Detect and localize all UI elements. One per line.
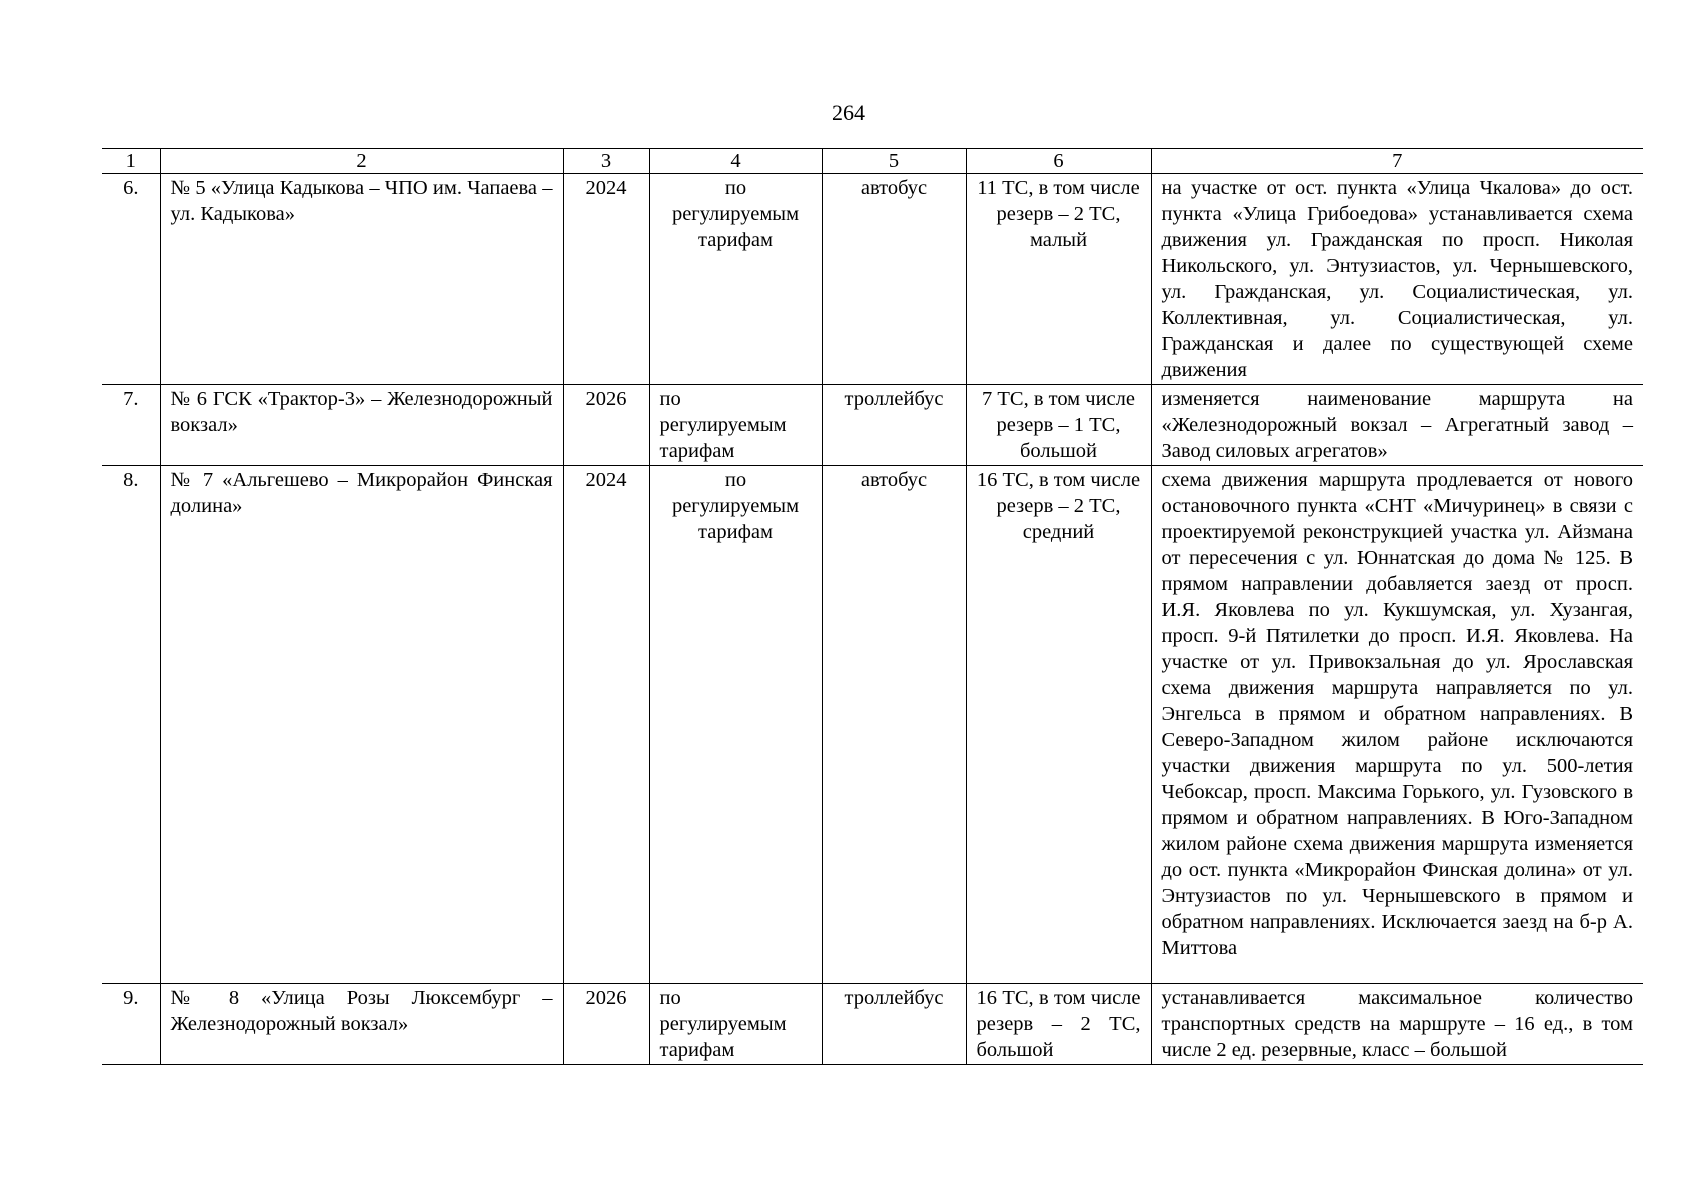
route-year: 2026: [563, 385, 649, 466]
page-number: 264: [832, 100, 865, 125]
route-name: № 6 ГСК «Трактор-3» – Железнодорожный вокзал»: [160, 385, 563, 466]
vehicle-count: 11 ТС, в том числе резерв – 2 ТС, малый: [966, 174, 1151, 385]
column-number-row: [102, 149, 1643, 174]
tariff-type: по регулируемым тарифам: [649, 385, 822, 466]
tariff-type: по регулируемым тарифам: [649, 466, 822, 984]
vehicle-count: 16 ТС, в том числе резерв – 2 ТС, большой: [966, 984, 1151, 1065]
route-year: 2024: [563, 466, 649, 984]
column-number: 7: [1151, 149, 1643, 174]
table-row: [102, 385, 1643, 466]
tariff-type: по регулируемым тарифам: [649, 174, 822, 385]
row-number: 7.: [102, 385, 160, 466]
route-name: № 8 «Улица Розы Люксембург – Железнодорожный вокзал»: [160, 984, 563, 1065]
route-changes: устанавливается максимальное количество транспортных средств на маршруте – 16 ед., в том числе 2 ед. резервные, класс – большой: [1151, 984, 1643, 1065]
transport-type: троллейбус: [822, 385, 966, 466]
column-number: 1: [102, 149, 160, 174]
transport-type: автобус: [822, 466, 966, 984]
table-row: [102, 466, 1643, 984]
row-number: 6.: [102, 174, 160, 385]
vehicle-count: 7 ТС, в том числе резерв – 1 ТС, большой: [966, 385, 1151, 466]
route-name: № 7 «Альгешево – Микрорайон Финская долина»: [160, 466, 563, 984]
route-changes: схема движения маршрута продлевается от нового остановочного пункта «СНТ «Мичуринец» в связи с проектируемой реконструкцией участка ул. Айзмана от пересечения с ул. Юннатская до дома № 125. В прямом направлении добавляется заезд от просп. И.Я. Яковлева по ул. Кукшумская, ул. Хузангая, просп. 9-й Пятилетки до просп. И.Я. Яковлева. На участке от ул. Привокзальная до ул. Ярославская схема движения маршрута направляется по ул. Энгельса в прямом и обратном направлениях. В Северо-Западном жилом районе исключаются участки движения маршрута по ул. 500-летия Чебоксар, просп. Максима Горького, ул. Гузовского в прямом и обратном направлениях. В Юго-Западном жилом районе схема движения маршрута изменяется до ост. пункта «Микрорайон Финская долина» от ул. Энтузиастов по ул. Чернышевского в прямом и обратном направлениях. Исключается заезд на б-р А. Миттова: [1151, 466, 1643, 984]
table-row: [102, 174, 1643, 385]
column-number: 5: [822, 149, 966, 174]
table-row: [102, 984, 1643, 1065]
route-year: 2024: [563, 174, 649, 385]
column-number: 6: [966, 149, 1151, 174]
routes-table: [102, 148, 1643, 1065]
vehicle-count: 16 ТС, в том числе резерв – 2 ТС, средний: [966, 466, 1151, 984]
tariff-type: по регулируемым тарифам: [649, 984, 822, 1065]
route-changes: на участке от ост. пункта «Улица Чкалова» до ост. пункта «Улица Грибоедова» устанавливается схема движения ул. Гражданская по просп. Николая Никольского, ул. Энтузиастов, ул. Чернышевского, ул. Гражданская, ул. Социалистическая, ул. Коллективная, ул. Социалистическая, ул. Гражданская и далее по существующей схеме движения: [1151, 174, 1643, 385]
row-number: 9.: [102, 984, 160, 1065]
column-number: 4: [649, 149, 822, 174]
column-number: 2: [160, 149, 563, 174]
route-changes: изменяется наименование маршрута на «Железнодорожный вокзал – Агрегатный завод – Завод силовых агрегатов»: [1151, 385, 1643, 466]
row-number: 8.: [102, 466, 160, 984]
transport-type: троллейбус: [822, 984, 966, 1065]
transport-type: автобус: [822, 174, 966, 385]
column-number: 3: [563, 149, 649, 174]
route-year: 2026: [563, 984, 649, 1065]
route-name: № 5 «Улица Кадыкова – ЧПО им. Чапаева – ул. Кадыкова»: [160, 174, 563, 385]
